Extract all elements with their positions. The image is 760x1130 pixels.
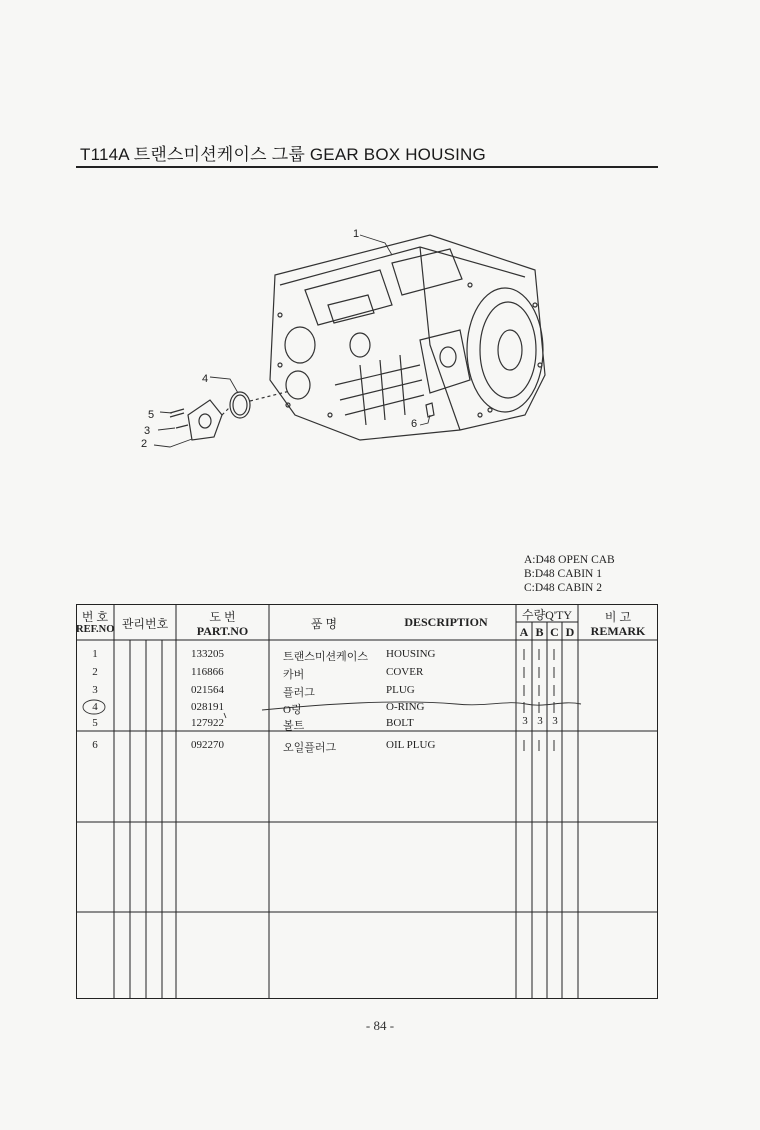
header-name-ko: 품 명 bbox=[310, 617, 338, 631]
callout-2: 2 bbox=[141, 438, 148, 450]
header-part-ko: 도 번 bbox=[209, 610, 236, 624]
row-ref: 5 bbox=[92, 717, 98, 729]
row-qty-a: 3 bbox=[522, 715, 528, 727]
row-ref: 6 bbox=[92, 739, 98, 751]
header-qty: 수량Q'TY bbox=[521, 608, 572, 622]
row-name-ko: 카버 bbox=[283, 669, 305, 681]
callout-6: 6 bbox=[411, 418, 418, 430]
header-mgmt: 관리번호 bbox=[121, 617, 169, 631]
callout-1: 1 bbox=[353, 228, 360, 240]
row-part-no: 133205 bbox=[191, 648, 224, 660]
row-part-no: 116866 bbox=[191, 666, 224, 678]
row-description: O-RING bbox=[386, 701, 425, 713]
row-name-ko: 볼트 bbox=[283, 720, 305, 732]
row-part-no: 028191 bbox=[191, 701, 224, 713]
row-description: OIL PLUG bbox=[386, 739, 436, 751]
row-ref: 3 bbox=[92, 684, 98, 696]
cover-plate bbox=[188, 400, 222, 440]
header-ref-ko: 번 호 bbox=[81, 610, 109, 624]
page-number: - 84 - bbox=[365, 1018, 395, 1033]
row-name-ko: O링 bbox=[283, 704, 302, 716]
row-ref: 1 bbox=[92, 648, 98, 660]
header-part-en: PART.NO bbox=[196, 624, 249, 638]
gearbox-exploded-diagram bbox=[130, 215, 570, 465]
callout-5: 5 bbox=[148, 409, 155, 421]
header-remark-ko: 비 고 bbox=[604, 610, 632, 624]
header-ref-en: REF.NO bbox=[76, 624, 115, 635]
header-description: DESCRIPTION bbox=[404, 615, 488, 629]
parts-table bbox=[76, 604, 658, 999]
legend-line-b: B:D48 CABIN 1 bbox=[524, 568, 602, 580]
row-description: COVER bbox=[386, 666, 424, 678]
header-qty-d: D bbox=[565, 625, 575, 639]
page-title: T114A 트랜스미션케이스 그룹 GEAR BOX HOUSING bbox=[80, 145, 486, 164]
legend-line-c: C:D48 CABIN 2 bbox=[524, 582, 602, 594]
row-ref: 4 bbox=[92, 701, 98, 713]
oil-plug bbox=[426, 403, 434, 417]
row-description: HOUSING bbox=[386, 648, 436, 660]
row-part-no: 127922 bbox=[191, 717, 224, 729]
row-qty-b: 3 bbox=[537, 715, 543, 727]
header-qty-c: C bbox=[550, 625, 559, 639]
callout-4: 4 bbox=[202, 373, 209, 385]
model-legend bbox=[524, 553, 615, 595]
housing-outline bbox=[270, 235, 545, 440]
row-name-ko: 플러그 bbox=[283, 687, 315, 699]
legend-line-a: A:D48 OPEN CAB bbox=[524, 554, 615, 566]
row-part-no: 021564 bbox=[191, 684, 224, 696]
callout-3: 3 bbox=[144, 425, 151, 437]
header-qty-b: B bbox=[535, 625, 544, 639]
row-part-no: 092270 bbox=[191, 739, 224, 751]
header-qty-a: A bbox=[519, 625, 529, 639]
header-remark-en: REMARK bbox=[590, 624, 646, 638]
row-name-ko: 오일플러그 bbox=[283, 742, 337, 754]
title-rule bbox=[76, 166, 658, 168]
row-description: PLUG bbox=[386, 684, 415, 696]
row-name-ko: 트랜스미션케이스 bbox=[283, 651, 369, 663]
row-description: BOLT bbox=[386, 717, 414, 729]
row-qty-c: 3 bbox=[552, 715, 558, 727]
row-ref: 2 bbox=[92, 666, 98, 678]
